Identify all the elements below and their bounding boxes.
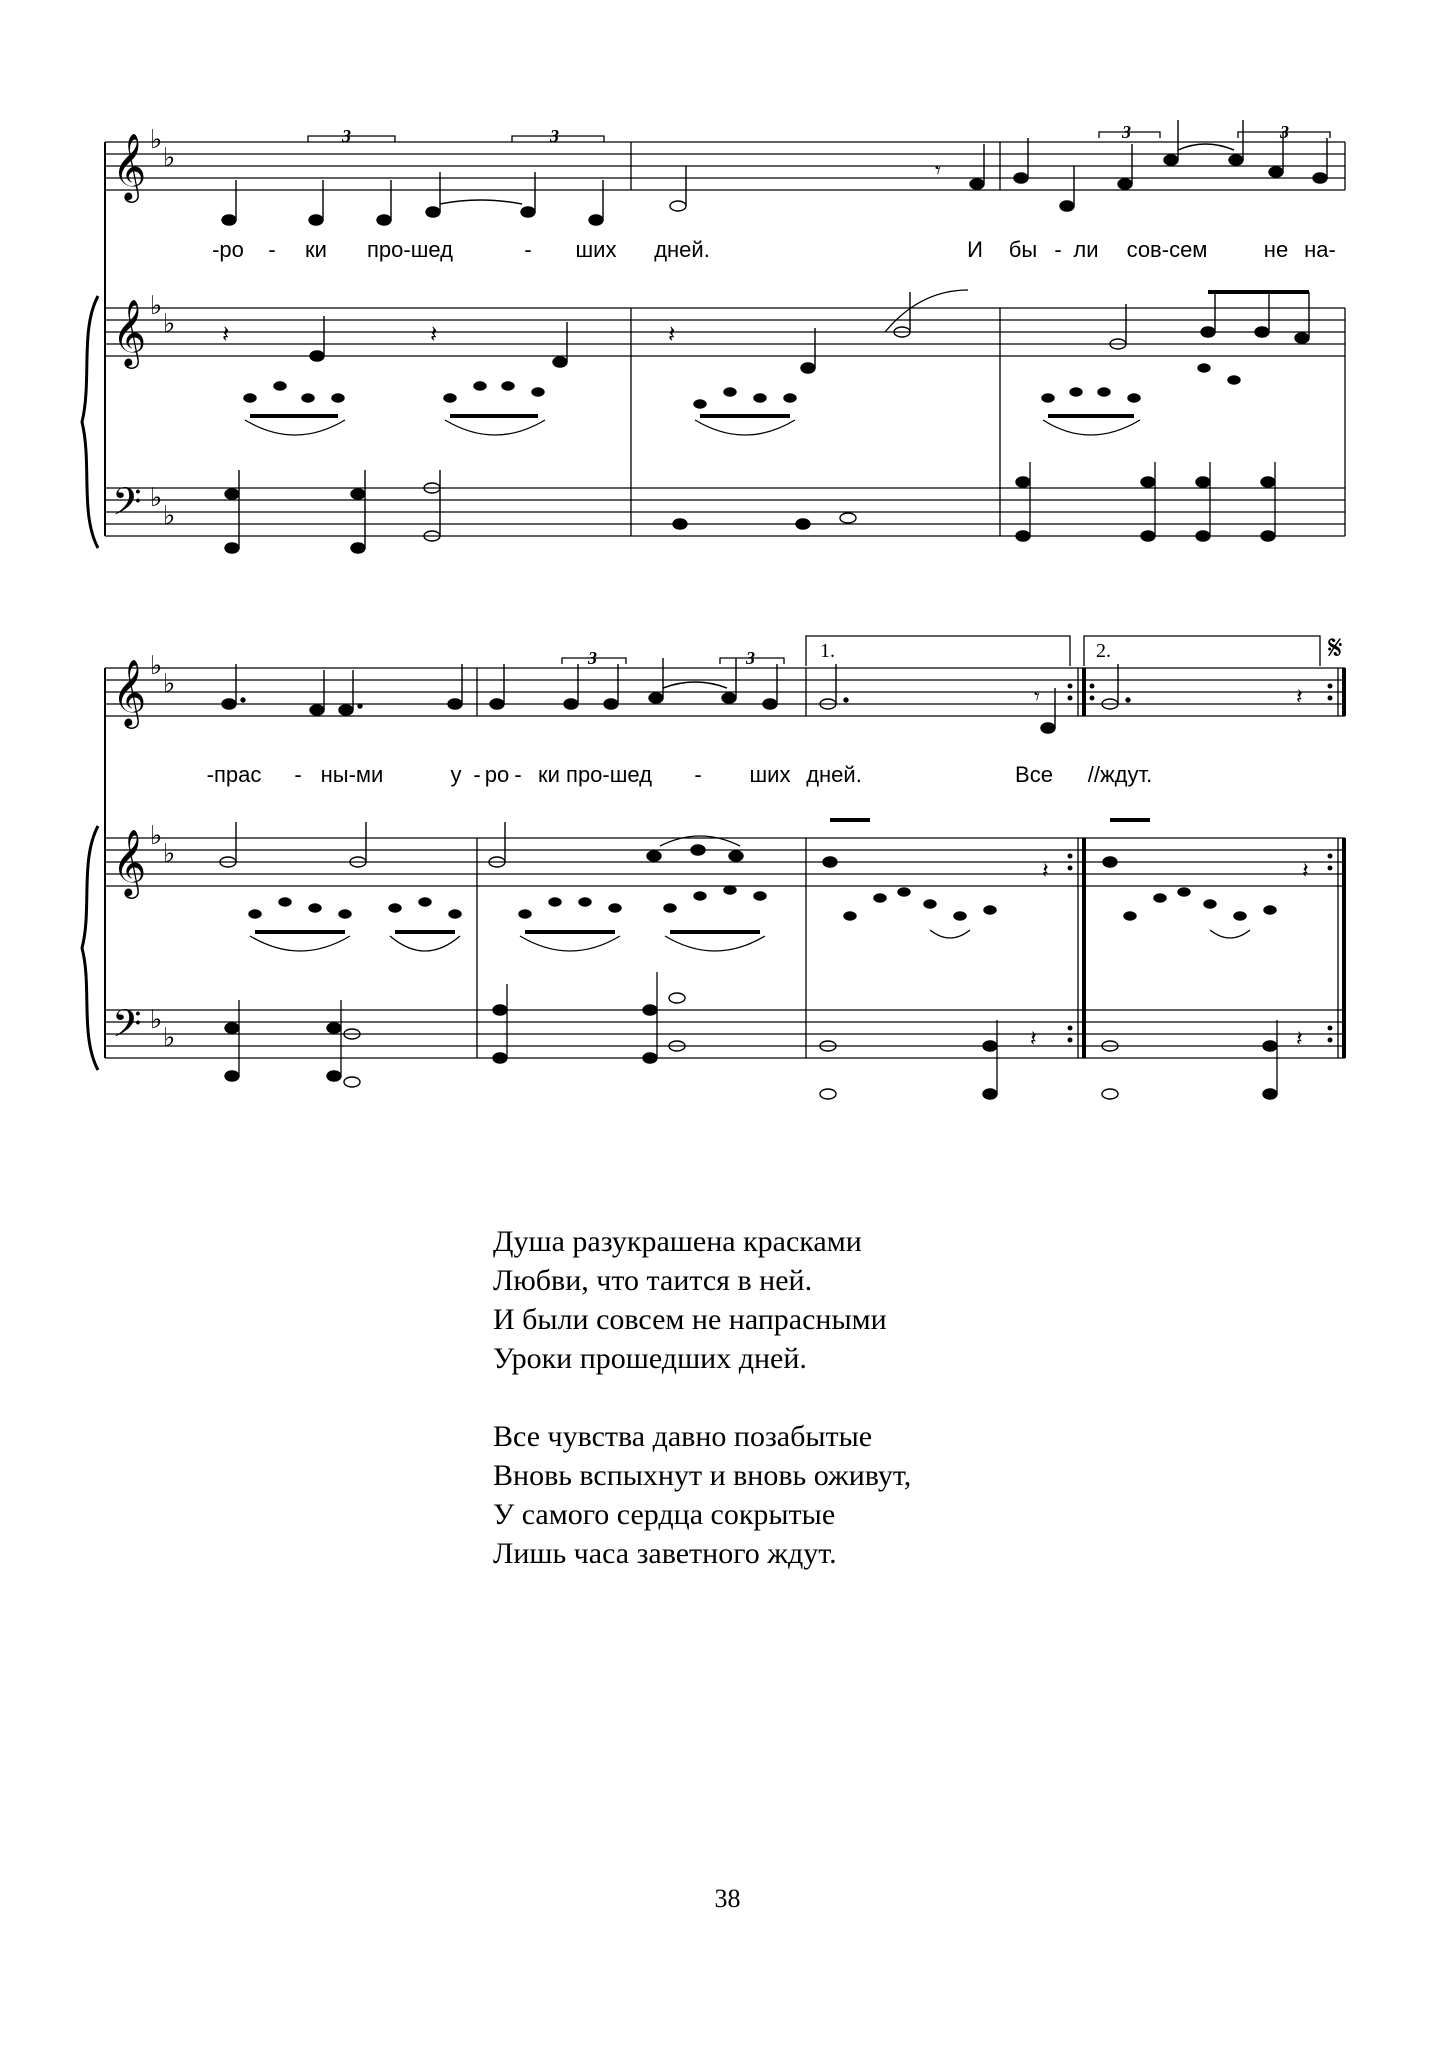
lyric-syllable: ших [749,762,791,787]
svg-text:𝄞: 𝄞 [112,132,147,200]
lyric-syllable: дней. [654,237,710,262]
svg-text:𝄞: 𝄞 [112,298,147,366]
segno-sign: 𝄋 [1328,628,1343,668]
poem-stanza-1 [493,1222,911,1378]
svg-text:♭: ♭ [150,125,163,155]
lyric-syllable: не [1263,237,1289,262]
poem-line: Любви, что таится в ней. [493,1264,813,1297]
svg-text:𝄽: 𝄽 [1042,859,1049,884]
svg-text:𝄾: 𝄾 [935,159,941,184]
score-system-1 [0,0,1455,560]
volta-2-label: 2. [1096,640,1111,662]
lyric-syllable: сов-сем [1126,237,1208,262]
svg-text:𝄽: 𝄽 [1030,1027,1037,1052]
svg-text:𝄢: 𝄢 [112,479,142,533]
lyric-syllable: ро [484,762,510,787]
lyric-syllable: - [473,762,481,787]
svg-text:𝄞: 𝄞 [112,828,147,896]
lyric-syllable: - [694,762,702,787]
lyric-syllable: бы [1008,237,1038,262]
lyric-syllable: ки про-шед [538,762,652,787]
lyric-syllable: - [1054,237,1062,262]
lyric-syllable: - [268,237,276,262]
poem-line: Вновь вспыхнут и вновь оживут, [493,1459,912,1492]
piano-bass-staff [105,1010,1345,1058]
svg-text:𝄽: 𝄽 [430,320,438,348]
page-number: 38 [714,1884,741,1913]
lyric-syllable: ли [1073,237,1099,262]
score-system-2 [0,600,1455,1120]
svg-text:♭: ♭ [150,483,163,513]
poem-line: Уроки прошедших дней. [493,1342,807,1375]
svg-text:♭: ♭ [163,309,176,339]
lyric-syllable: дней. [806,762,862,787]
svg-text:♭: ♭ [150,291,163,321]
lyric-syllable: на- [1304,237,1336,262]
lyric-syllable: - [514,762,522,787]
poem-line: У самого сердца сокрытые [493,1498,836,1531]
poem-line: И были совсем не напрасными [493,1303,887,1336]
lyric-syllable: ки [305,237,327,262]
lyric-syllable: И [967,237,983,262]
svg-text:♭: ♭ [163,143,176,173]
lyric-syllable: -ро [212,237,244,262]
poem-line: Душа разукрашена красками [493,1225,862,1258]
svg-text:♭: ♭ [150,651,163,681]
svg-text:♭: ♭ [150,821,163,851]
lyric-syllable: про-шед [367,237,453,262]
volta-1-label: 1. [820,640,835,662]
lyric-syllable: - [294,762,302,787]
lyric-syllable: //ждут. [1087,762,1153,787]
svg-text:𝄽: 𝄽 [1296,685,1303,710]
lyric-syllable: ны-ми [320,762,384,787]
svg-text:𝄽: 𝄽 [1296,1027,1303,1052]
piano-treble-staff [105,838,1345,886]
svg-text:3: 3 [588,648,597,668]
svg-text:♭: ♭ [163,839,176,869]
poem-text [493,1222,911,1612]
svg-text:♭: ♭ [163,1023,176,1053]
voice-staff [105,142,1345,190]
svg-text:♭: ♭ [163,669,176,699]
svg-text:3: 3 [342,126,351,146]
poem-stanza-2 [493,1417,911,1573]
svg-text:𝄢: 𝄢 [112,1001,142,1055]
svg-text:𝄽: 𝄽 [222,320,230,348]
svg-text:3: 3 [746,648,755,668]
lyric-syllable: -прас [206,762,262,787]
svg-text:𝄾: 𝄾 [1034,685,1040,710]
svg-text:𝄽: 𝄽 [1302,859,1309,884]
svg-text:𝄽: 𝄽 [668,320,676,348]
piano-treble-staff [105,308,1345,356]
svg-text:♭: ♭ [150,1005,163,1035]
poem-line: Все чувства давно позабытые [493,1420,873,1453]
voice-staff [105,668,1345,716]
svg-text:𝄞: 𝄞 [112,658,147,726]
piano-bass-staff [105,488,1345,536]
poem-line: Лишь часа заветного ждут. [493,1537,837,1570]
lyric-syllable: - [524,237,532,262]
svg-text:3: 3 [1122,122,1131,142]
svg-text:3: 3 [1280,122,1289,142]
svg-text:♭: ♭ [163,501,176,531]
lyric-syllable: ших [575,237,617,262]
svg-text:3: 3 [550,126,559,146]
lyric-syllable: Все [1015,762,1053,787]
lyric-syllable: у [450,762,462,787]
